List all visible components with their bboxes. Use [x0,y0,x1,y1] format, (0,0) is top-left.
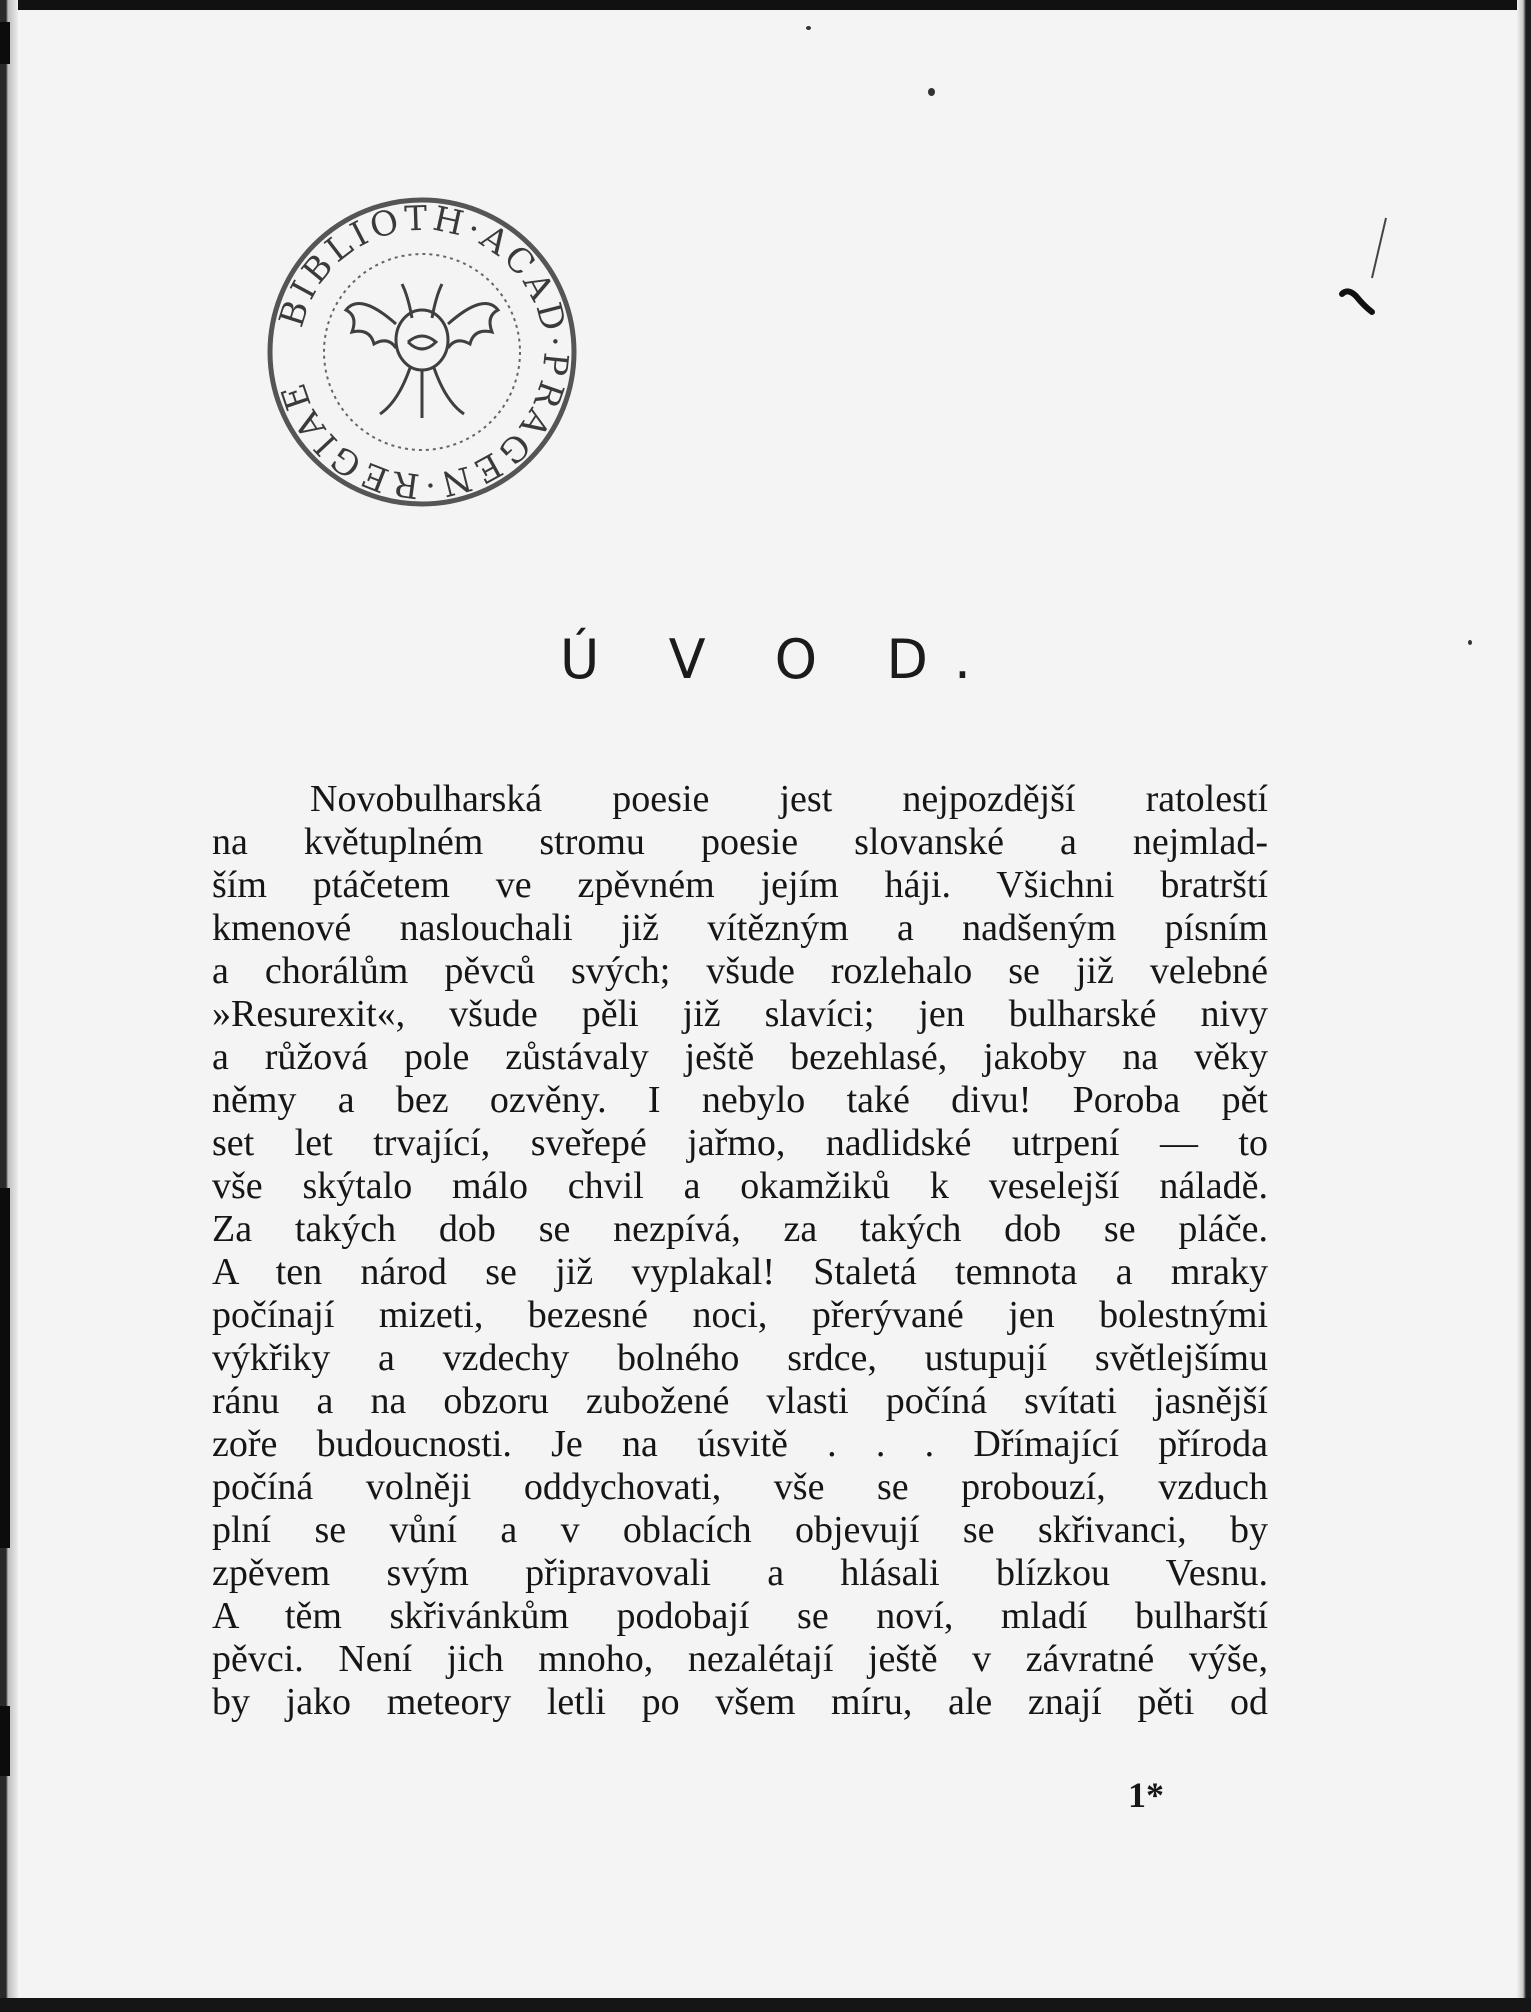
text-line: pěvci. Není jich mnoho, nezalétají ještě v závratné výše, [212,1638,1268,1680]
text-line: by jako meteory letli po všem míru, ale znají pěti od [212,1681,1268,1723]
text-line: Novobulharská poesie jest nejpozdější ratolestí [310,778,1268,820]
library-stamp [262,192,582,512]
text-line: »Resurexit«, všude pěli již slavíci; jen bulharské nivy [212,993,1268,1035]
text-line: ránu a na obzoru zubožené vlasti počíná svítati jasnější [212,1380,1268,1422]
text-line: a chorálům pěvců svých; všude rozlehalo se již velebné [212,950,1268,992]
text-line: A těm skřivánkům podobají se noví, mladí bulharští [212,1595,1268,1637]
signature-mark: 1* [1128,1775,1164,1815]
scan-border-bottom [0,1998,1531,2012]
text-line: a růžová pole zůstávaly ještě bezehlasé, jakoby na věky [212,1036,1268,1078]
body-paragraph [212,778,1268,1724]
text-line: Za takých dob se nezpívá, za takých dob se pláče. [212,1208,1268,1250]
ink-speck [806,26,811,30]
stamp-ring-text: BIBLIOTH·ACAD·PRAGEN·REGIAE [271,198,576,506]
text-line: výkřiky a vzdechy bolného srdce, ustupují světlejšímu [212,1337,1268,1379]
chapter-title: Ú V O D. [559,628,998,691]
text-line: zoře budoucnosti. Je na úsvitě . . . Dřímající příroda [212,1423,1268,1465]
text-line: A ten národ se již vyplakal! Staletá temnota a mraky [212,1251,1268,1293]
text-line: plní se vůní a v oblacích objevují se skřivanci, by [212,1509,1268,1551]
scan-border-top [0,0,1531,10]
text-line: set let trvající, sveřepé jařmo, nadlidské utrpení — to [212,1122,1268,1164]
pencil-mark [1334,208,1404,328]
text-line: kmenové naslouchali již vítězným a nadšeným písním [212,907,1268,949]
text-line: ším ptáčetem ve zpěvném jejím háji. Všichni bratrští [212,864,1268,906]
scan-mark [0,1706,10,1776]
text-line: zpěvem svým připravovali a hlásali blízkou Vesnu. [212,1552,1268,1594]
text-line: na květuplném stromu poesie slovanské a nejmlad- [212,821,1268,863]
text-line: počíná volněji oddychovati, vše se probouzí, vzduch [212,1466,1268,1508]
eagle-emblem-icon [346,284,498,418]
text-line: počínají mizeti, bezesné noci, přerývané jen bolestnými [212,1294,1268,1336]
scan-border-right [1517,0,1531,2012]
text-line: němy a bez ozvěny. I nebylo také divu! Poroba pět [212,1079,1268,1121]
ink-speck [928,88,935,96]
scan-mark [0,1188,10,1548]
scan-mark [0,22,10,64]
text-line: vše skýtalo málo chvil a okamžiků k veselejší náladě. [212,1165,1268,1207]
